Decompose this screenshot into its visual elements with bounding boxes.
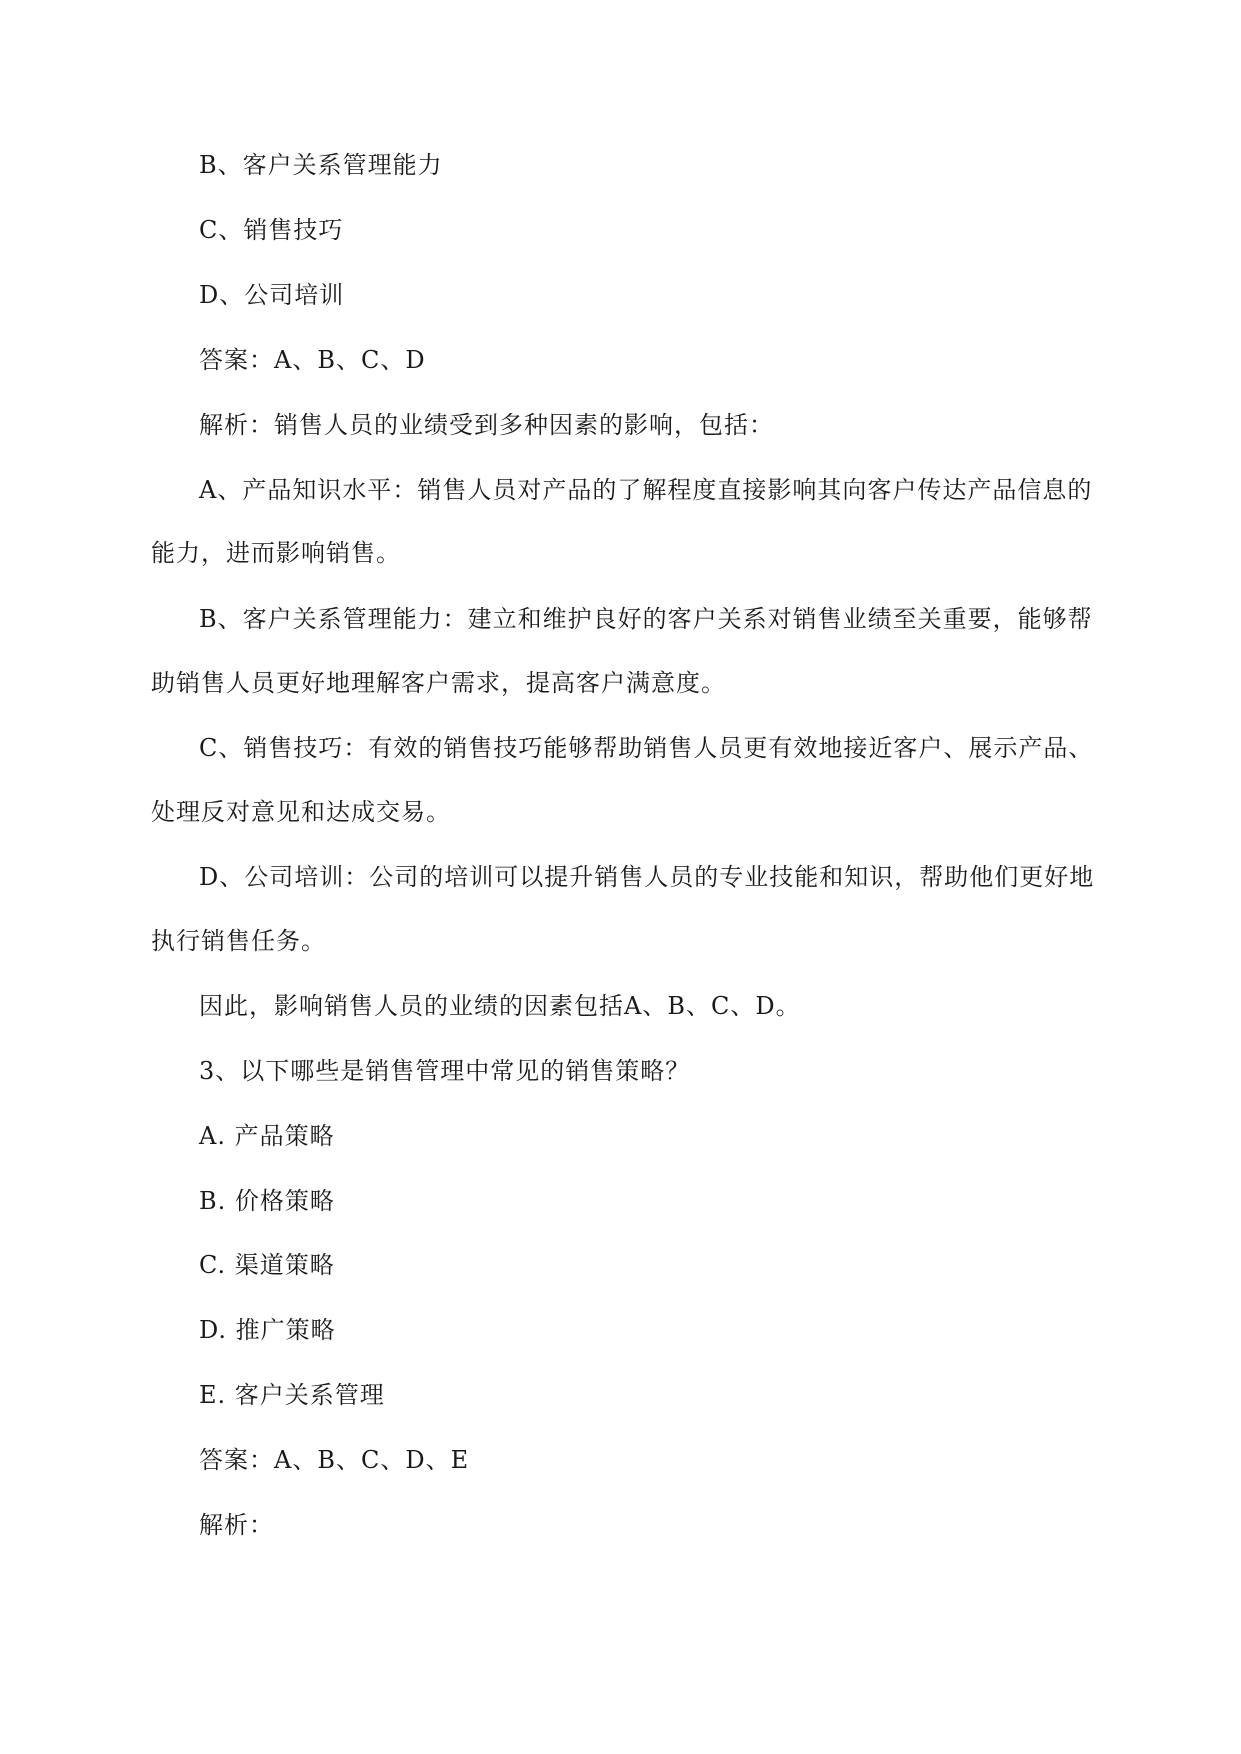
q3-option-e-line: E. 客户关系管理 xyxy=(199,1381,385,1409)
analysis-b-line-1: B、客户关系管理能力：建立和维护良好的客户关系对销售业绩至关重要，能够帮 xyxy=(199,605,1093,633)
q3-option-d-line: D. 推广策略 xyxy=(199,1316,336,1344)
analysis-c-line-1: C、销售技巧：有效的销售技巧能够帮助销售人员更有效地接近客户、展示产品、 xyxy=(199,734,1094,762)
option-d-line: D、公司培训 xyxy=(199,281,345,309)
conclusion-line: 因此，影响销售人员的业绩的因素包括A、B、C、D。 xyxy=(199,992,801,1020)
q3-option-c-line: C. 渠道策略 xyxy=(199,1251,335,1279)
analysis-d-line-1: D、公司培训：公司的培训可以提升销售人员的专业技能和知识，帮助他们更好地 xyxy=(199,863,1095,891)
analysis-d-line-2: 执行销售任务。 xyxy=(151,927,326,955)
option-b-line: B、客户关系管理能力 xyxy=(199,151,443,179)
q3-analysis-label: 解析： xyxy=(199,1511,274,1539)
analysis-a-line-2: 能力，进而影响销售。 xyxy=(151,539,401,567)
analysis-b-line-2: 助销售人员更好地理解客户需求，提高客户满意度。 xyxy=(151,669,726,697)
analysis-c-line-2: 处理反对意见和达成交易。 xyxy=(151,798,451,826)
q3-option-b-line: B. 价格策略 xyxy=(199,1187,335,1215)
q3-option-a-line: A. 产品策略 xyxy=(199,1122,335,1150)
question-3-line: 3、以下哪些是销售管理中常见的销售策略？ xyxy=(199,1057,691,1085)
option-c-line: C、销售技巧 xyxy=(199,216,344,244)
q3-answer-line: 答案：A、B、C、D、E xyxy=(199,1446,470,1474)
analysis-intro-line: 解析：销售人员的业绩受到多种因素的影响，包括： xyxy=(199,411,774,439)
analysis-a-line-1: A、产品知识水平：销售人员对产品的了解程度直接影响其向客户传达产品信息的 xyxy=(199,476,1093,504)
answer-line: 答案：A、B、C、D xyxy=(199,346,426,374)
